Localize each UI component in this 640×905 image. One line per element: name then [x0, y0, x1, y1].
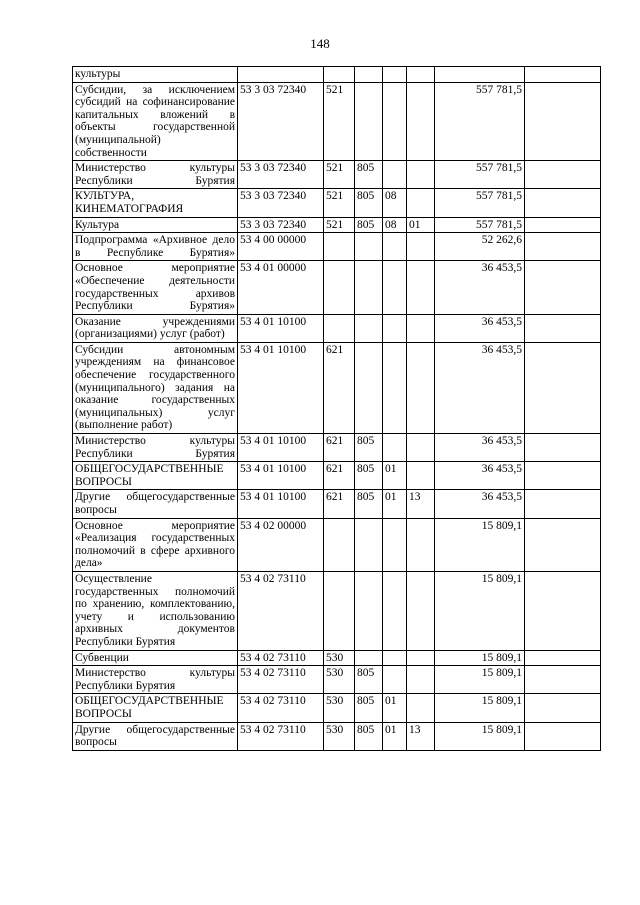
ministry-code: [355, 342, 383, 433]
ministry-code: 805: [355, 666, 383, 694]
subsection-code: 01: [407, 217, 435, 233]
amount: 15 809,1: [435, 722, 525, 750]
amount: 15 809,1: [435, 666, 525, 694]
target-article-code: 53 4 01 00000: [238, 261, 324, 314]
table-row: [73, 694, 601, 722]
target-article-code: 53 4 00 00000: [238, 233, 324, 261]
table-row: [73, 67, 601, 83]
section-code: 01: [383, 694, 407, 722]
section-code: [383, 82, 407, 161]
table-row: [73, 650, 601, 666]
row-name: Министерство культуры Республики Бурятия: [73, 666, 238, 694]
ministry-code: [355, 314, 383, 342]
expense-type-code: 621: [324, 462, 355, 490]
extra-cell: [525, 82, 601, 161]
budget-table: [72, 66, 601, 751]
ministry-code: [355, 518, 383, 571]
row-name: Другие общегосударственные вопросы: [73, 722, 238, 750]
amount: 36 453,5: [435, 261, 525, 314]
expense-type-code: 621: [324, 434, 355, 462]
subsection-code: [407, 233, 435, 261]
extra-cell: [525, 161, 601, 189]
amount: 557 781,5: [435, 217, 525, 233]
section-code: 08: [383, 189, 407, 217]
extra-cell: [525, 342, 601, 433]
table-row: [73, 462, 601, 490]
ministry-code: 805: [355, 217, 383, 233]
table-body: [73, 67, 601, 751]
row-name: Подпрограмма «Архивное дело в Республике Бурятия»: [73, 233, 238, 261]
extra-cell: [525, 571, 601, 650]
ministry-code: 805: [355, 434, 383, 462]
extra-cell: [525, 650, 601, 666]
target-article-code: 53 4 01 10100: [238, 434, 324, 462]
row-name: Субвенции: [73, 650, 238, 666]
ministry-code: 805: [355, 490, 383, 518]
amount: 36 453,5: [435, 462, 525, 490]
section-code: [383, 314, 407, 342]
row-name: КУЛЬТУРА, КИНЕМАТОГРАФИЯ: [73, 189, 238, 217]
extra-cell: [525, 694, 601, 722]
subsection-code: [407, 571, 435, 650]
target-article-code: 53 4 01 10100: [238, 342, 324, 433]
row-name: Основное мероприятие «Реализация государственных полномочий в сфере архивного дела»: [73, 518, 238, 571]
expense-type-code: 621: [324, 342, 355, 433]
ministry-code: [355, 233, 383, 261]
target-article-code: 53 4 02 73110: [238, 694, 324, 722]
target-article-code: 53 4 02 73110: [238, 666, 324, 694]
section-code: [383, 571, 407, 650]
subsection-code: [407, 82, 435, 161]
target-article-code: 53 4 02 73110: [238, 650, 324, 666]
amount: 15 809,1: [435, 650, 525, 666]
expense-type-code: 530: [324, 694, 355, 722]
extra-cell: [525, 666, 601, 694]
row-name: Оказание учреждениями (организациями) услуг (работ): [73, 314, 238, 342]
table-row: [73, 261, 601, 314]
subsection-code: 13: [407, 722, 435, 750]
ministry-code: 805: [355, 722, 383, 750]
target-article-code: 53 4 01 10100: [238, 462, 324, 490]
section-code: [383, 666, 407, 694]
extra-cell: [525, 462, 601, 490]
ministry-code: [355, 261, 383, 314]
expense-type-code: [324, 314, 355, 342]
section-code: [383, 233, 407, 261]
ministry-code: [355, 67, 383, 83]
extra-cell: [525, 189, 601, 217]
target-article-code: 53 3 03 72340: [238, 217, 324, 233]
expense-type-code: 521: [324, 161, 355, 189]
subsection-code: [407, 189, 435, 217]
expense-type-code: [324, 518, 355, 571]
table-row: [73, 342, 601, 433]
table-row: [73, 434, 601, 462]
expense-type-code: 521: [324, 82, 355, 161]
table-row: [73, 518, 601, 571]
amount: 15 809,1: [435, 571, 525, 650]
row-name: Субсидии, за исключением субсидий на софинансирование капитальных вложений в объекты государственной (муниципальной) собственности: [73, 82, 238, 161]
ministry-code: 805: [355, 161, 383, 189]
extra-cell: [525, 261, 601, 314]
row-name: Министерство культуры Республики Бурятия: [73, 434, 238, 462]
subsection-code: 13: [407, 490, 435, 518]
expense-type-code: [324, 67, 355, 83]
extra-cell: [525, 722, 601, 750]
table-row: [73, 314, 601, 342]
target-article-code: 53 4 02 73110: [238, 571, 324, 650]
section-code: [383, 342, 407, 433]
ministry-code: [355, 650, 383, 666]
section-code: [383, 518, 407, 571]
row-name: Субсидии автономным учреждениям на финансовое обеспечение государственного (муниципального) задания на оказание государственных (муниципальных) услуг (выполнение работ): [73, 342, 238, 433]
row-name: ОБЩЕГОСУДАРСТВЕННЫЕ ВОПРОСЫ: [73, 462, 238, 490]
expense-type-code: [324, 233, 355, 261]
expense-type-code: [324, 571, 355, 650]
subsection-code: [407, 314, 435, 342]
extra-cell: [525, 434, 601, 462]
subsection-code: [407, 342, 435, 433]
subsection-code: [407, 462, 435, 490]
amount: 15 809,1: [435, 694, 525, 722]
ministry-code: 805: [355, 189, 383, 217]
subsection-code: [407, 518, 435, 571]
target-article-code: 53 4 02 00000: [238, 518, 324, 571]
ministry-code: 805: [355, 462, 383, 490]
table-row: [73, 571, 601, 650]
section-code: [383, 161, 407, 189]
ministry-code: [355, 82, 383, 161]
row-name: Министерство культуры Республики Бурятия: [73, 161, 238, 189]
row-name: культуры: [73, 67, 238, 83]
expense-type-code: 530: [324, 666, 355, 694]
subsection-code: [407, 261, 435, 314]
extra-cell: [525, 314, 601, 342]
ministry-code: 805: [355, 694, 383, 722]
row-name: ОБЩЕГОСУДАРСТВЕННЫЕ ВОПРОСЫ: [73, 694, 238, 722]
extra-cell: [525, 67, 601, 83]
amount: 557 781,5: [435, 189, 525, 217]
expense-type-code: 621: [324, 490, 355, 518]
table-row: [73, 217, 601, 233]
amount: [435, 67, 525, 83]
page-number: 148: [310, 36, 330, 51]
table-row: [73, 189, 601, 217]
target-article-code: [238, 67, 324, 83]
target-article-code: 53 3 03 72340: [238, 161, 324, 189]
amount: 52 262,6: [435, 233, 525, 261]
table-row: [73, 82, 601, 161]
table-row: [73, 490, 601, 518]
subsection-code: [407, 434, 435, 462]
row-name: Культура: [73, 217, 238, 233]
target-article-code: 53 3 03 72340: [238, 189, 324, 217]
subsection-code: [407, 666, 435, 694]
section-code: [383, 650, 407, 666]
ministry-code: [355, 571, 383, 650]
row-name: Осуществление государственных полномочий по хранению, комплектованию, учету и использованию архивных документов Республики Бурятия: [73, 571, 238, 650]
section-code: [383, 434, 407, 462]
amount: 557 781,5: [435, 161, 525, 189]
amount: 36 453,5: [435, 490, 525, 518]
row-name: Основное мероприятие «Обеспечение деятельности государственных архивов Республики Бурятия»: [73, 261, 238, 314]
amount: 15 809,1: [435, 518, 525, 571]
extra-cell: [525, 233, 601, 261]
row-name: Другие общегосударственные вопросы: [73, 490, 238, 518]
section-code: 01: [383, 490, 407, 518]
extra-cell: [525, 518, 601, 571]
expense-type-code: 530: [324, 650, 355, 666]
expense-type-code: 521: [324, 217, 355, 233]
table-row: [73, 233, 601, 261]
extra-cell: [525, 490, 601, 518]
subsection-code: [407, 161, 435, 189]
target-article-code: 53 4 01 10100: [238, 490, 324, 518]
subsection-code: [407, 650, 435, 666]
amount: 557 781,5: [435, 82, 525, 161]
section-code: 01: [383, 462, 407, 490]
section-code: 08: [383, 217, 407, 233]
section-code: [383, 67, 407, 83]
subsection-code: [407, 67, 435, 83]
target-article-code: 53 4 01 10100: [238, 314, 324, 342]
amount: 36 453,5: [435, 314, 525, 342]
expense-type-code: [324, 261, 355, 314]
amount: 36 453,5: [435, 434, 525, 462]
section-code: 01: [383, 722, 407, 750]
table-row: [73, 161, 601, 189]
target-article-code: 53 3 03 72340: [238, 82, 324, 161]
target-article-code: 53 4 02 73110: [238, 722, 324, 750]
extra-cell: [525, 217, 601, 233]
table-row: [73, 722, 601, 750]
expense-type-code: 530: [324, 722, 355, 750]
section-code: [383, 261, 407, 314]
amount: 36 453,5: [435, 342, 525, 433]
expense-type-code: 521: [324, 189, 355, 217]
table-row: [73, 666, 601, 694]
subsection-code: [407, 694, 435, 722]
